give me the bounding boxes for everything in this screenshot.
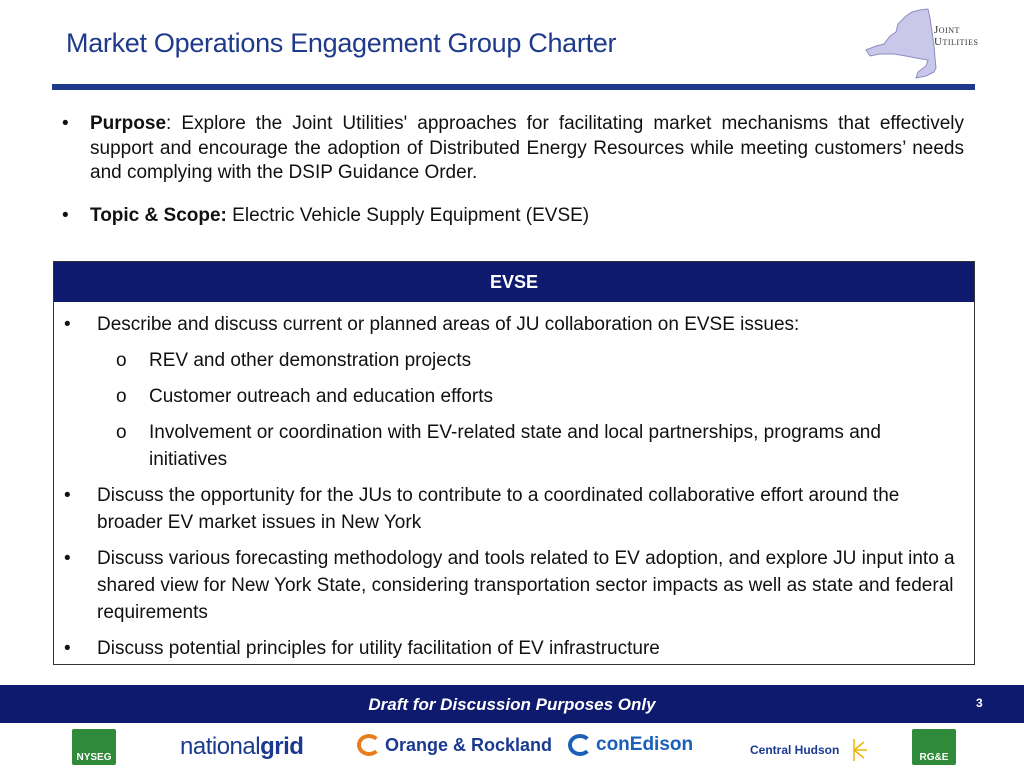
nyseg-logo: NYSEG xyxy=(72,729,116,765)
purpose-bullet xyxy=(62,112,964,186)
scope-text: Electric Vehicle Supply Equipment (EVSE) xyxy=(226,204,590,226)
sunburst-icon xyxy=(839,739,869,761)
evse-table xyxy=(53,261,975,665)
list-item: • Discuss various forecasting methodology and tools related to EV adoption, and explore JU input into a shared view for New York State, considering transportation sector impacts as well as state and federal requirements xyxy=(64,545,964,626)
bullet-icon: • xyxy=(64,485,71,506)
title-divider xyxy=(52,84,975,90)
rge-logo: RG&E xyxy=(912,729,956,765)
central-hudson-logo: Central Hudson xyxy=(750,739,869,761)
orange-rockland-icon xyxy=(357,734,381,756)
purpose-label: Purpose xyxy=(90,113,167,134)
scope-bullet xyxy=(62,204,964,229)
bullet-icon: • xyxy=(64,314,71,335)
circle-bullet-icon: o xyxy=(116,422,127,443)
bullet-icon: • xyxy=(64,548,71,569)
conedison-icon xyxy=(568,734,592,756)
orange-rockland-logo: Orange & Rockland xyxy=(357,734,552,756)
footer-draft-notice: Draft for Discussion Purposes Only xyxy=(368,695,656,714)
circle-bullet-icon: o xyxy=(116,350,127,371)
sub-list-item: o Customer outreach and education efforts xyxy=(64,383,964,410)
evse-table-header: EVSE xyxy=(54,262,974,302)
list-item: • Discuss potential principles for utility facilitation of EV infrastructure xyxy=(64,635,964,662)
bullet-icon: • xyxy=(62,113,69,134)
scope-label: Topic & Scope: xyxy=(90,204,227,226)
national-grid-logo: nationalgrid xyxy=(180,733,304,760)
bullet-icon: • xyxy=(62,204,69,226)
page-title: Market Operations Engagement Group Charter xyxy=(66,28,617,58)
bullet-icon: • xyxy=(64,638,71,659)
sub-list-item: o Involvement or coordination with EV-related state and local partnerships, programs and initiatives xyxy=(64,419,964,473)
conedison-logo: conEdison xyxy=(568,734,693,756)
circle-bullet-icon: o xyxy=(116,386,127,407)
page-number: 3 xyxy=(976,696,983,710)
purpose-text: : Explore the Joint Utilities' approaches for facilitating market mechanisms that effectively support and encourage the adoption of Distributed Energy Resources while meeting customers’ needs and complying with the DSIP Guidance Order. xyxy=(90,113,964,183)
intro-bullets xyxy=(62,112,964,246)
joint-utilities-logo-text: Joint Utilities xyxy=(934,24,979,48)
footer-bar xyxy=(0,685,1024,723)
list-item: • Discuss the opportunity for the JUs to contribute to a coordinated collaborative effort around the broader EV market issues in New York xyxy=(64,482,964,536)
sub-list-item: o REV and other demonstration projects xyxy=(64,347,964,374)
list-item: • Describe and discuss current or planned areas of JU collaboration on EVSE issues: xyxy=(64,311,964,338)
utility-logos xyxy=(0,725,1024,768)
